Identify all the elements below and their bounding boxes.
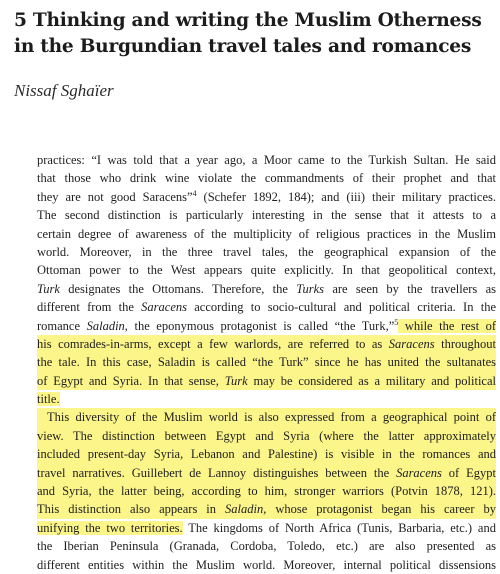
text-line: the Iberian Peninsula (Granada, Cordoba, Toledo, etc.) are also presented as bbox=[37, 539, 496, 554]
text-line-highlighted: This diversity of the Muslim world is also expressed from a geographical point of bbox=[37, 408, 496, 426]
text-line: they are not good Saracens”$^4$ (Schefer 1892, 184); and (iii) their military practices. bbox=[37, 188, 496, 204]
body-text bbox=[37, 151, 496, 574]
chapter-title-line-1: 5 Thinking and writing the Muslim Otherness bbox=[14, 10, 482, 31]
chapter-title bbox=[14, 8, 490, 60]
text-line bbox=[37, 390, 496, 408]
text-line: certain degree of awareness of the multiplicity of religious practices in the Muslim bbox=[37, 226, 496, 241]
highlight-span: while the rest of bbox=[398, 318, 497, 333]
text-line-highlighted: and Syria, the latter being, according to him, stronger warriors (Potvin 1878, 121). bbox=[37, 482, 496, 500]
footnote-marker[interactable]: 5 bbox=[394, 317, 399, 327]
author-name: Nissaf Sghaïer bbox=[14, 81, 114, 100]
text-line-highlighted: This distinction also appears in Saladin, whose protagonist began his career by bbox=[37, 500, 496, 518]
highlight-span: unifying the two territories. bbox=[37, 520, 183, 535]
footnote-marker[interactable]: 4 bbox=[192, 188, 197, 198]
text-line: The second distinction is particularly interesting in the sense that it attests to a bbox=[37, 208, 496, 223]
highlight-span: title. bbox=[37, 392, 60, 407]
text-line-highlighted: of Egypt and Syria. In that sense, Turk may be considered as a military and political bbox=[37, 372, 496, 390]
text-line: different from the Saracens according to socio-cultural and political criteria. In the bbox=[37, 300, 496, 315]
text-line-highlighted: included present-day Syria, Lebanon and Palestine) is visible in the romances and bbox=[37, 445, 496, 463]
text-line-highlighted: travel narratives. Guillebert de Lannoy distinguishes between the Saracens of Egypt bbox=[37, 464, 496, 482]
text-line-highlighted: the tale. In this case, Saladin is called “the Turk” since he has united the sultanates bbox=[37, 353, 496, 371]
text-line: that those who drink wine violate the commandments of their prophet and that bbox=[37, 171, 496, 186]
text-line: world. Moreover, in the three travel tales, the geographical expansion of the bbox=[37, 244, 496, 259]
text-line-highlighted: his comrades-in-arms, except a few warlords, are referred to as Saracens throughout bbox=[37, 335, 496, 353]
text-line: Turk designates the Ottomans. Therefore, the Turks are seen by the travellers as bbox=[37, 281, 496, 296]
text-line-highlighted: view. The distinction between Egypt and Syria (where the latter approximately bbox=[37, 427, 496, 445]
text-line: unifying the two territories. The kingdoms of North Africa (Tunis, Barbaria, etc.) and bbox=[37, 520, 496, 535]
text-line: Ottoman power to the West appears quite explicitly. In that geopolitical context, bbox=[37, 263, 496, 278]
text-line: romance Saladin, the eponymous protagonist is called “the Turk,”$^5$ while the rest of bbox=[37, 317, 497, 333]
text-line: practices: “I was told that a year ago, a Moor came to the Turkish Sultan. He said bbox=[37, 153, 496, 167]
text-line: different entities within the Muslim world. Moreover, internal political dissensions bbox=[37, 557, 496, 572]
chapter-title-line-2: in the Burgundian travel tales and romances bbox=[14, 36, 472, 57]
